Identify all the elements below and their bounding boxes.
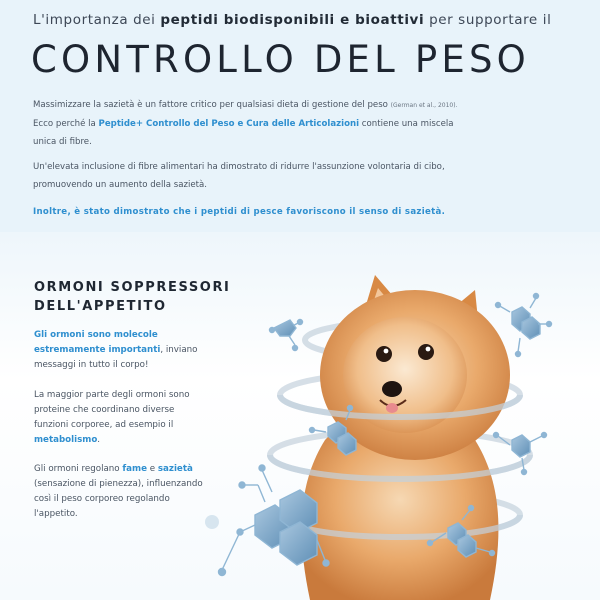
- b3-pre: Gli ormoni regolano: [34, 464, 123, 474]
- intro-bold: peptidi biodisponibili e bioattivi: [160, 12, 425, 28]
- b1-highlight1: Gli ormoni sono molecole: [34, 330, 158, 340]
- intro-post: per supportare il: [424, 12, 552, 28]
- b1-rest1: , inviano: [160, 345, 198, 355]
- paragraph-satiety: [33, 96, 593, 151]
- section-title-line1: ORMONI SOPPRESSORI: [34, 280, 231, 295]
- b3-line2: (sensazione di pienezza), influenzando: [34, 479, 203, 489]
- citation: (German et al., 2010).: [390, 102, 458, 109]
- paragraph-fish-peptides: Inoltre, è stato dimostrato che i peptidi di pesce favoriscono il senso di sazietà.: [33, 207, 446, 217]
- paragraph-fibres: [33, 158, 593, 194]
- p1-line3: unica di fibre.: [33, 137, 92, 147]
- b3-highlight2: sazietà: [157, 464, 193, 474]
- b2-end: .: [97, 435, 101, 445]
- hormones-block-1: [34, 328, 224, 373]
- b3-line4: l'appetito.: [34, 509, 78, 519]
- intro-line: [33, 12, 551, 28]
- intro-pre: L'importanza dei: [33, 12, 161, 28]
- molecule-icon: [270, 320, 303, 351]
- p1-line1: Massimizzare la sazietà è un fattore critico per qualsiasi dieta di gestione del peso: [33, 100, 391, 110]
- page-title: CONTROLLO DEL PESO: [31, 38, 531, 81]
- section-title-line2: DELL'APPETITO: [34, 299, 167, 314]
- bubble: [205, 515, 219, 529]
- product-name: Peptide+ Controllo del Peso e Cura delle Articolazioni: [98, 119, 360, 129]
- hormones-block-2: [34, 388, 224, 448]
- p1-line2-pre: Ecco perché la: [33, 119, 99, 129]
- b1-rest2: messaggi in tutto il corpo!: [34, 360, 149, 370]
- b1-highlight2: estremamente importanti: [34, 345, 161, 355]
- p2-line2: promuovendo un aumento della sazietà.: [33, 180, 208, 190]
- b3-and: e: [146, 464, 158, 474]
- b2-highlight: metabolismo: [34, 435, 98, 445]
- hormones-block-3: [34, 462, 224, 522]
- b2-line2: proteine che coordinano diverse: [34, 405, 175, 415]
- b2-line1: La maggior parte degli ormoni sono: [34, 390, 190, 400]
- p2-line1: Un'elevata inclusione di fibre alimentari ha dimostrato di ridurre l'assunzione volontaria di cibo,: [33, 162, 445, 172]
- b3-highlight1: fame: [122, 464, 147, 474]
- dog-illustration: [200, 270, 600, 600]
- b3-line3: così il peso corporeo regolando: [34, 494, 170, 504]
- p1-line2-post: contiene una miscela: [359, 119, 454, 129]
- b2-line3: funzioni corporee, ad esempio il: [34, 420, 174, 430]
